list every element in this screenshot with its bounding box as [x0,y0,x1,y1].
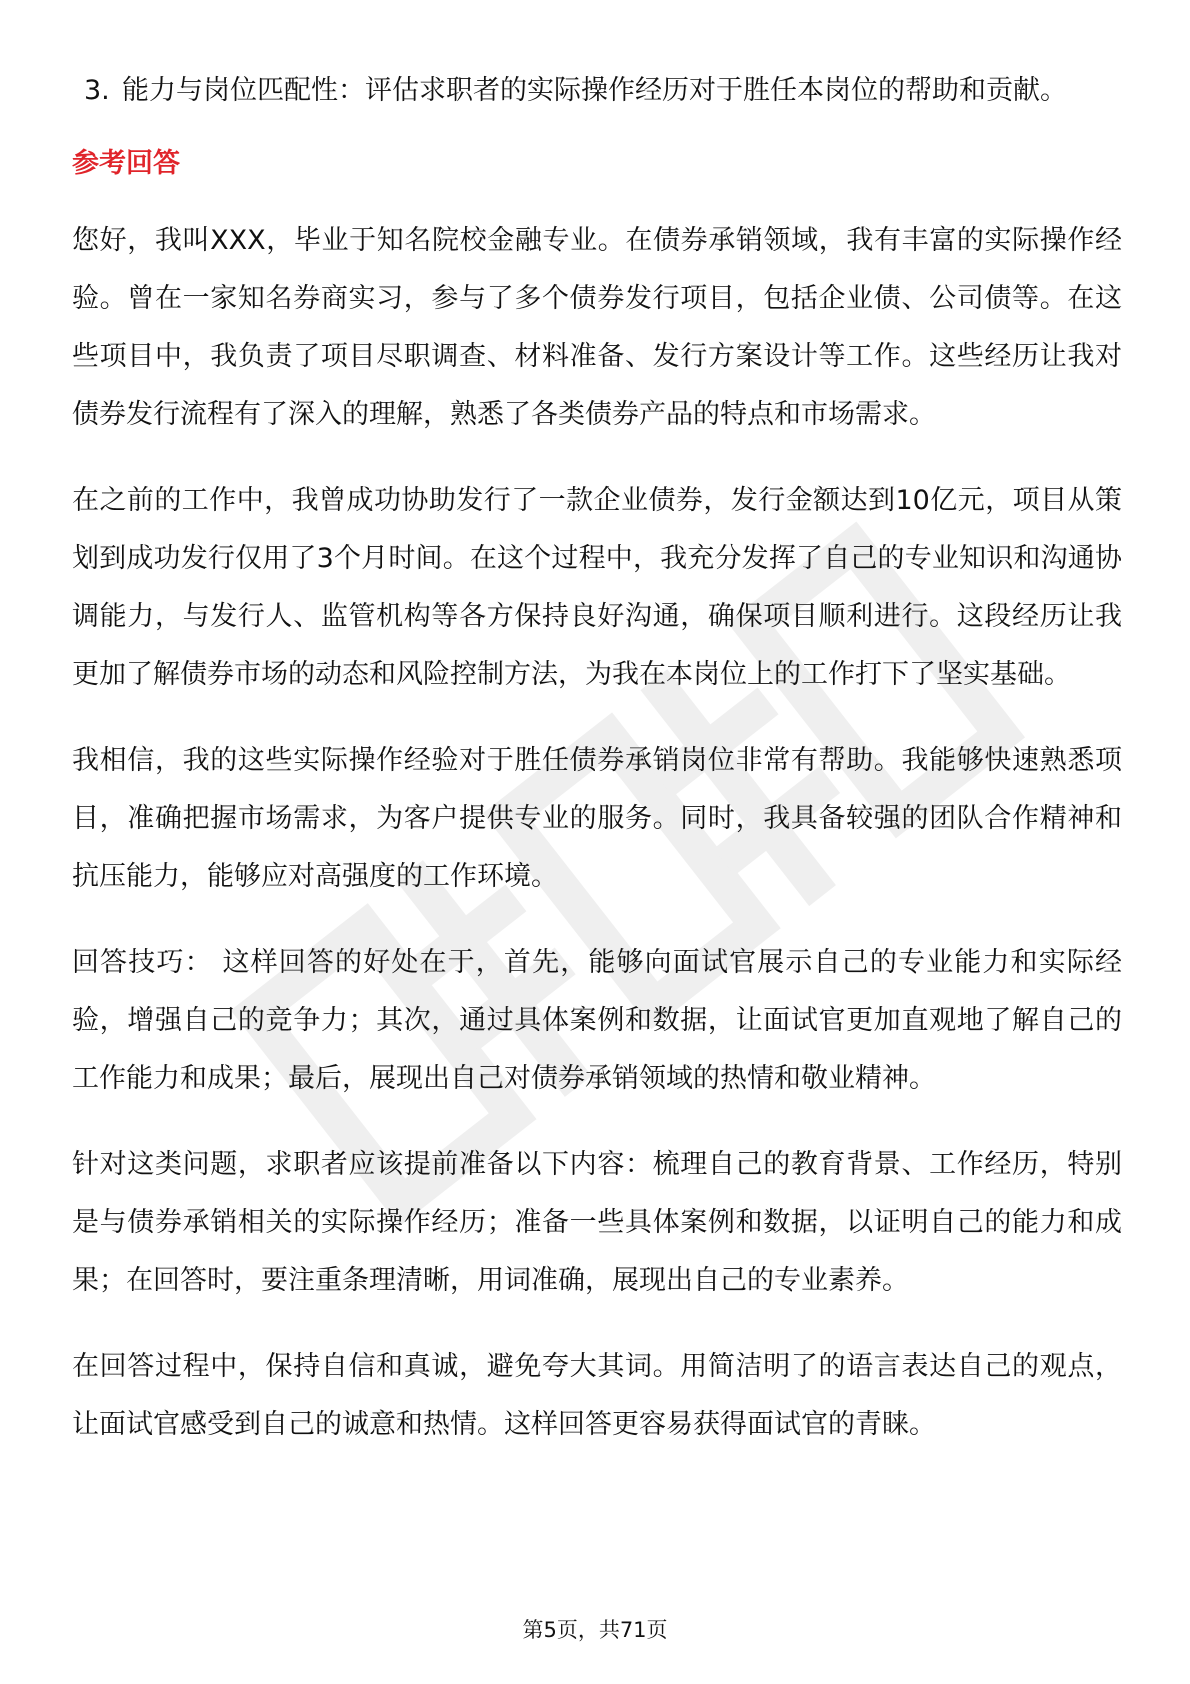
list-item-text: 能力与岗位匹配性：评估求职者的实际操作经历对于胜任本岗位的帮助和贡献。 [122,75,1067,106]
paragraph-intro: 您好，我叫XXX，毕业于知名院校金融专业。在债券承销领域，我有丰富的实际操作经验。曾在一家知名券商实习，参与了多个债券发行项目，包括企业债、公司债等。在这些项目中，我负责了项目尽职调查、材料准备、发行方案设计等工作。这些经历让我对债券发行流程有了深入的理解，熟悉了各类债券产品的特点和市场需求。 [72,225,1122,430]
list-item-3 [84,62,1122,120]
document-page [72,62,1122,1482]
paragraph-attitude: 在回答过程中，保持自信和真诚，避免夸大其词。用简洁明了的语言表达自己的观点，让面试官感受到自己的诚意和热情。这样回答更容易获得面试官的青睐。 [72,1351,1122,1440]
list-number: 3. [84,75,110,106]
paragraph-preparation: 针对这类问题，求职者应该提前准备以下内容：梳理自己的教育背景、工作经历，特别是与债券承销相关的实际操作经历；准备一些具体案例和数据，以证明自己的能力和成果；在回答时，要注重条理清晰，用词准确，展现出自己的专业素养。 [72,1149,1122,1296]
section-title: 参考回答 [72,148,180,179]
paragraph-confidence: 我相信，我的这些实际操作经验对于胜任债券承销岗位非常有帮助。我能够快速熟悉项目，准确把握市场需求，为客户提供专业的服务。同时，我具备较强的团队合作精神和抗压能力，能够应对高强度的工作环境。 [72,745,1122,892]
paragraph-experience: 在之前的工作中，我曾成功协助发行了一款企业债券，发行金额达到10亿元，项目从策划到成功发行仅用了3个月时间。在这个过程中，我充分发挥了自己的专业知识和沟通协调能力，与发行人、监管机构等各方保持良好沟通，确保项目顺利进行。这段经历让我更加了解债券市场的动态和风险控制方法，为我在本岗位上的工作打下了坚实基础。 [72,485,1122,690]
paragraph-tips: 回答技巧： 这样回答的好处在于，首先，能够向面试官展示自己的专业能力和实际经验，增强自己的竞争力；其次，通过具体案例和数据，让面试官更加直观地了解自己的工作能力和成果；最后，展现出自己对债券承销领域的热情和敬业精神。 [72,947,1122,1094]
page-footer: 第5页，共71页 [522,1618,668,1642]
